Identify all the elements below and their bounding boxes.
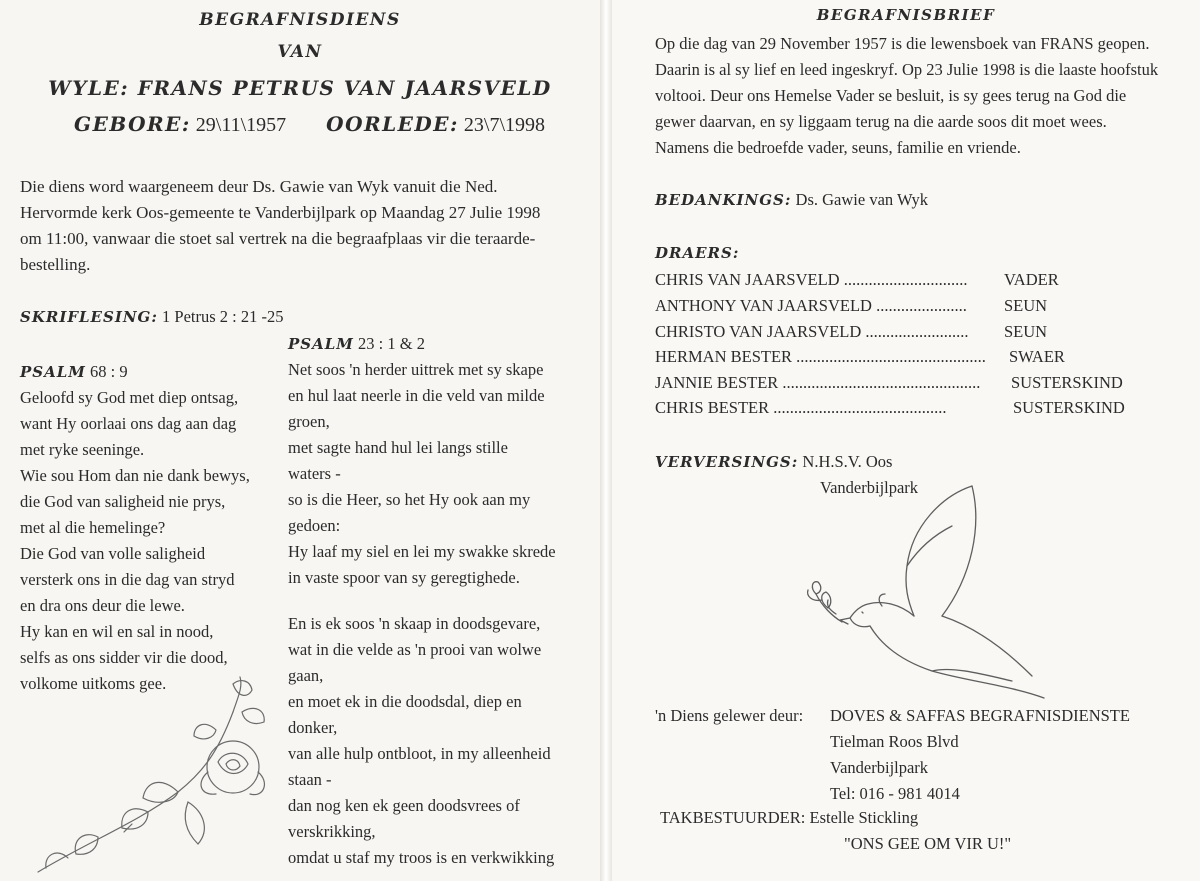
service-label: 'n Diens gelewer deur: [655, 706, 804, 725]
manager-line [660, 808, 918, 828]
dove-illustration [782, 476, 1052, 706]
thanks-line [655, 190, 928, 210]
intro-line-2: Hervormde kerk Oos-gemeente te Vanderbijlpark op Maandag 27 Julie 1998 [20, 203, 541, 222]
deceased-name: WYLE: FRANS PETRUS VAN JAARSVELD [48, 76, 552, 100]
verse-line: groen, [288, 412, 330, 431]
died-date: 23\7\1998 [463, 114, 546, 136]
bearer-name: ANTHONY VAN JAARSVELD ...................... [655, 296, 967, 315]
verse-line: Die God van volle saligheid [20, 544, 206, 563]
bearer-role: SWAER [1009, 347, 1065, 366]
right-page [612, 0, 1200, 881]
verse-line: en dra ons deur die lewe. [20, 596, 185, 615]
verse-line: En is ek soos 'n skaap in doodsgevare, [288, 614, 541, 633]
refreshments-line [655, 452, 892, 472]
thanks-value: Ds. Gawie van Wyk [795, 190, 929, 209]
reading-value: 1 Petrus 2 : 21 -25 [162, 307, 284, 326]
service-company: DOVES & SAFFAS BEGRAFNISDIENSTE [830, 706, 1130, 725]
bearer-name: HERMAN BESTER .............................................. [655, 347, 986, 366]
refreshments-value-2: Vanderbijlpark [820, 478, 919, 497]
verse-line: en moet ek in die doodsdal, diep en [288, 692, 522, 711]
verse-line: waters - [288, 464, 341, 483]
born-label: GEBORE: [74, 112, 191, 136]
bearer-name: CHRIS VAN JAARSVELD .............................. [655, 270, 968, 289]
verse-line: Net soos 'n herder uittrek met sy skape [288, 360, 544, 379]
born-date: 29\11\1957 [195, 114, 287, 136]
psalm23-title: PSALM 23 : 1 & 2 [288, 334, 425, 353]
verse-line: selfs as ons sidder vir die dood, [20, 648, 228, 667]
verse-line: wat in die velde as 'n prooi van wolwe [288, 640, 542, 659]
refreshments-value: N.H.S.V. Oos [802, 452, 893, 471]
program-title: BEGRAFNISDIENS [199, 10, 401, 30]
verse-line: Wie sou Hom dan nie dank bewys, [20, 466, 250, 485]
verse-line: volkome uitkoms gee. [20, 674, 167, 693]
intro-line-4: bestelling. [20, 255, 91, 274]
bearer-name: JANNIE BESTER ................................................ [655, 373, 981, 392]
bearer-name: CHRIS BESTER .......................................... [655, 398, 947, 417]
slogan: "ONS GEE OM VIR U!" [844, 834, 1012, 853]
bearer-role: SEUN [1004, 322, 1048, 341]
verse-line: so is die Heer, so het Hy ook aan my [288, 490, 531, 509]
service-line [655, 706, 803, 726]
manager-name: Estelle Stickling [809, 808, 919, 827]
letter-line: Daarin is al sy lief en leed ingeskryf. Op 23 Julie 1998 is die laaste hoofstuk [655, 60, 1159, 79]
thanks-label: BEDANKINGS: [655, 191, 792, 209]
verse-line: omdat u staf my troos is en verkwikking [288, 848, 555, 867]
letter-title: BEGRAFNISBRIEF [816, 6, 996, 24]
reading-label: SKRIFLESING: [20, 308, 158, 326]
service-tel: Tel: 016 - 981 4014 [830, 784, 960, 803]
verse-line: met ryke seeninge. [20, 440, 145, 459]
verse-line: in vaste spoor van sy geregtighede. [288, 568, 520, 587]
program-van: VAN [277, 42, 323, 62]
verse-line: gedoen: [288, 516, 341, 535]
verse-line: met sagte hand hul lei langs stille [288, 438, 508, 457]
verse-line: donker, [288, 718, 338, 737]
bearer-role: VADER [1004, 270, 1059, 289]
verse-line: van alle hulp ontbloot, in my alleenheid [288, 744, 551, 763]
verse-line: Geloofd sy God met diep ontsag, [20, 388, 239, 407]
verse-line: versterk ons in die dag van stryd [20, 570, 235, 589]
verse-line: met al die hemelinge? [20, 518, 166, 537]
letter-line: voltooi. Deur ons Hemelse Vader se besluit, is sy gees terug na God die [655, 86, 1127, 105]
bearer-role: SEUN [1004, 296, 1048, 315]
verse-line: Hy laaf my siel en lei my swakke skrede [288, 542, 556, 561]
letter-line: Namens die bedroefde vader, seuns, familie en vriende. [655, 138, 1021, 157]
letter-line: Op die dag van 29 November 1957 is die lewensboek van FRANS geopen. [655, 34, 1150, 53]
birth-death-line [74, 112, 545, 137]
verse-line: staan - [288, 770, 332, 789]
bearer-role: SUSTERSKIND [1011, 373, 1123, 392]
bearer-name: CHRISTO VAN JAARSVELD ......................... [655, 322, 969, 341]
intro-line-3: om 11:00, vanwaar die stoet sal vertrek na die begraafplaas vir die teraarde- [20, 229, 536, 248]
verse-line: want Hy oorlaai ons dag aan dag [20, 414, 237, 433]
service-address-2: Vanderbijlpark [830, 758, 929, 777]
bearer-role: SUSTERSKIND [1013, 398, 1125, 417]
psalm68-title: PSALM 68 : 9 [20, 362, 128, 381]
verse-line: verskrikking, [288, 822, 376, 841]
verse-line: die God van saligheid nie prys, [20, 492, 226, 511]
refreshments-label: VERVERSINGS: [655, 453, 799, 471]
verse-line: dan nog ken ek geen doodsvrees of [288, 796, 520, 815]
verse-line: gaan, [288, 666, 324, 685]
service-address-1: Tielman Roos Blvd [830, 732, 959, 751]
died-label: OORLEDE: [326, 112, 459, 136]
verse-line: Hy kan en wil en sal in nood, [20, 622, 214, 641]
reading-line [20, 307, 283, 327]
manager-label: TAKBESTUURDER: [660, 808, 806, 827]
intro-line-1: Die diens word waargeneem deur Ds. Gawie van Wyk vanuit die Ned. [20, 177, 498, 196]
page-fold [600, 0, 612, 881]
bearers-label: DRAERS: [655, 244, 740, 262]
verse-line: en hul laat neerle in die veld van milde [288, 386, 545, 405]
rose-illustration [28, 672, 290, 877]
letter-line: gewer daarvan, en sy liggaam terug na die aarde soos dit moet wees. [655, 112, 1107, 131]
